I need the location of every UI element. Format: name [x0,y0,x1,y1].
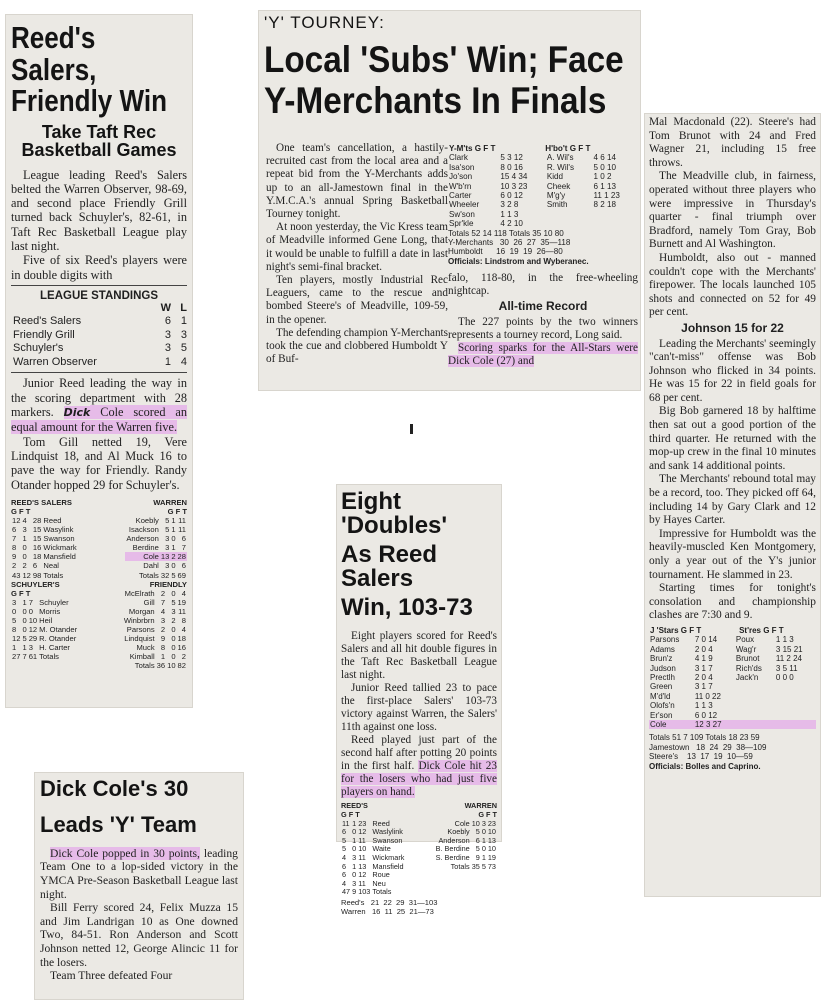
paragraph: The 227 points by the two winners represents a tourney record, Long said. [448,315,638,341]
headline-line: Win, 103-73 [341,593,473,621]
box-score-row: Er'son 6 0 12 [650,710,718,720]
team-name: SCHUYLER'S [11,579,60,589]
clipping-reeds-salers-friendly-win [5,14,193,708]
headline-line: Local 'Subs' Win; Face [264,39,624,81]
section-subhead: Johnson 15 for 22 [681,320,784,335]
box-score-row: Wheeler 3 2 8 Smith 8 2 18 [449,200,617,210]
ink-mark [410,424,413,434]
box-score-row: Anderson 6 1 13 [438,835,496,845]
paragraph: Eight players scored for Reed's Salers and all hit double figures in the Taft Rec Basketball League last night. [341,630,497,682]
paragraph: Impressive for Humboldt was the heavily-muscled Ken Montgomery, only a year out of the Y's junior tournament. He slammed in 23. [649,527,816,581]
standings-row: Schuyler's 3 5 [13,342,187,355]
box-score-row: 2 2 6 Neal [12,561,59,571]
box-score-row: 43 12 98 Totals [12,570,64,580]
score-line: Humboldt 16 19 19 26—80 [448,247,563,257]
box-score-row: S. Berdine 9 1 19 [435,852,496,862]
divider [11,285,187,286]
box-score-row: Lindquist 9 0 18 [124,634,186,644]
team-name: WARREN [153,497,187,507]
box-score-row: 1 1 3 H. Carter [12,643,70,653]
standings-row: Warren Observer 1 4 [13,355,187,368]
paragraph: Humboldt, also out - manned couldn't cope with the Merchants' firepower. The locals launched 105 shots and connected on 52 for 49 per cent. [649,251,816,319]
highlighted-text: Dick Cole popped in 30 points, [50,846,200,860]
headline-line: Eight 'Doubles' [341,488,448,540]
totals-line: Totals 51 7 109 Totals 18 23 59 [649,733,760,743]
highlighted-text: Scoring sparks for the All-Stars were Dick Cole (27) and [448,342,638,368]
standings-title: LEAGUE STANDINGS [40,289,158,302]
paragraph: Leading the Merchants' seemingly "can't-miss" offense was Bob Johnson who flicked in 34 points. He was 15 for 22 in field goals for 68 per cent. [649,337,816,404]
box-score-row: Gill 7 5 19 [143,597,186,607]
box-score-row: 27 7 61 Totals [12,652,59,662]
box-score-row: 8 0 12 M. Otander [12,625,78,635]
paragraph: Tom Gill netted 19, Vere Lindquist 18, and Al Muck 16 to pave the way for Friendly. Randy Otander hopped 29 for Schuyler's. [11,434,187,492]
box-score-row: 11 1 23 Reed [342,818,390,828]
col-head-w: W [160,301,171,314]
paragraph: At noon yesterday, the Vic Kress team of Meadville informed Gene Long, that it would be unable to fulfill a date in last night's semi-final bracket. [266,221,448,273]
paragraph: The Meadville club, in fairness, operated without three players who were impressive in Thursday's quarter - final triumph over Bradford, namely Tom Gray, Bob Burnett and Al Washington. [649,170,816,251]
box-score-row: 12 4 28 Reed [12,515,62,525]
box-score-row: Prectlh 2 0 4 Jack'n 0 0 0 [650,673,794,682]
paragraph: Mal Macdonald (22). Steere's had Tom Brunot with 24 and Fred Wagner 21, including 15 free throws. [649,116,816,169]
paragraph: The Merchants' rebound total may be a record, too. They picked off 64, including 14 by Gary Clark and 12 by Hayes Carter. [649,473,816,527]
box-score-row: 4 3 11 Wickmark [342,852,405,862]
box-score-row: M'd'ld 11 0 22 [650,691,721,701]
box-score-row: Berdine 3 1 7 [132,543,186,553]
box-score-row: Brun'z 4 1 9 Brunot 11 2 24 [650,654,803,664]
box-score-row: Carter 6 0 12 M'g'y 11 1 23 [449,191,620,201]
clipping-y-tourney [258,10,641,391]
score-line: Reed's 21 22 29 31—103 [341,898,438,908]
score-line: Warren 16 11 25 21—73 [341,907,434,917]
box-score-row: Olofs'n 1 1 3 [650,701,713,711]
box-score-row: Cole 13 2 28 [125,552,187,561]
box-score-row: 47 9 103 Totals [342,887,392,897]
box-score-row: 9 0 18 Mansfield [12,552,76,562]
team-name: REED'S SALERS [11,497,72,507]
paragraph: Reed played just part of the second half after potting 20 points in the first half. Dick Cole hit 23 for the losers who had just five players on hand. [341,734,497,799]
team-name: WARREN [464,801,497,811]
box-score-row: Kimball 1 0 2 [129,652,186,662]
paragraph: The defending champion Y-Merchants took the cue and clobbered Humboldt Y of Buf- [266,326,449,366]
box-score-row: Dahl 3 0 6 [143,561,186,571]
gft-header: G F T [11,588,31,598]
box-score-row: 6 0 12 Roue [342,870,390,880]
box-score-row: Totals 32 5 69 [139,570,186,580]
box-score-row: Koebly 5 0 10 [447,827,496,837]
box-score-row: McElrath 2 0 4 [124,588,186,598]
headline-line: Leads 'Y' Team [40,812,197,838]
headline-line: Dick Cole's 30 [40,776,189,801]
box-score-row: Koebly 5 1 11 [135,515,186,525]
score-line: Steere's 13 17 19 10—59 [649,752,753,762]
box-score-row: W'b'rn 10 3 23 Cheek 6 1 13 [449,181,617,191]
gft-header: G F T [478,809,497,819]
box-score-row: Jo'son 15 4 34 Kidd 1 0 2 [449,172,612,182]
box-score-row: 5 0 10 Heil [12,616,53,626]
paragraph: Dick Cole popped in 30 points, leading Team One to a lop-sided victory in the YMCA Pre-Season Basketball League last night. [40,846,238,901]
divider [11,372,187,373]
paragraph: Junior Reed leading the way in the scoring department with 28 markers. Dick Cole scored an equal amount for the Warren five. [11,376,187,435]
handwritten-dick-annotation: Dick [63,406,91,420]
box-score-row: 5 1 11 Swanson [342,835,403,845]
box-score-row: Isackson 5 1 11 [128,525,186,535]
score-line: Y-Merchants 30 26 27 35—118 [448,238,571,248]
box-score-row: Isa'son 8 0 16 R. Wil's 5 0 10 [449,162,617,172]
box-score-row: 8 0 16 Wickmark [12,543,77,553]
box-score-row: 12 5 29 R. Otander [12,634,77,644]
box-score-row: Parsons 7 0 14 Poux 1 1 3 [650,635,794,645]
paragraph: Bill Ferry scored 24, Felix Muzza 15 and Jim Landrigan 10 as One downed Two, 84-51. Ron Anderson and Scott Johnson netted 12, George Alincic 11 for the losers. [40,901,238,969]
highlighted-text: Dick Cole hit 23 for the losers who had just five players on hand. [341,760,497,799]
box-score-row: Judson 3 1 7 Rich'ds 3 5 11 [650,663,798,673]
paragraph: Big Bob garnered 18 by halftime then sat out a good portion of the third quarter. He returned with the mop-up crew in the final 10 minutes and sank 14 additional points. [649,405,816,472]
headline-line: Y-Merchants In Finals [264,80,607,122]
box-score-row: Morgan 4 3 11 [128,606,186,616]
clipping-y-tourney-continued [644,113,821,897]
box-score [11,498,187,688]
paragraph: Junior Reed tallied 23 to pace the first-place Salers' 103-73 victory against Warren, the Salers' 11th against one loss. [341,682,497,734]
box-score: J 'Stars G F T St'res G F T Parsons 7 0 14 Poux 1 1 3 Adams 2 0 4 Wag'r 3 15 21 Brun'z 4 1 9 Brunot 11 2 24 Judson 3 1 7 Rich'ds 3 5 11 Prectlh 2 0 4 Jack'n 0 0 0 Green 3 1 7 M'd'ld 11 0 22 Olofs'n 1 1 3 Er'son 6 0 12 Cole 12 3 27 Totals 51 7 109 Totals 18 23 59 Jamestown 18 24 29 38—109 Steere's 13 17 19 10—59 Officials: Bolles and Caprino. [649,626,816,771]
headline-line: As Reed Salers [341,540,438,593]
team-name: REED'S [341,801,368,811]
officials: Officials: Lindstrom and Wyberanec. [448,256,589,266]
box-score-row: Totals 35 5 73 [450,861,496,871]
box-score-row: Totals 36 10 82 [134,661,186,671]
standings-row: Friendly Grill 3 3 [13,328,187,341]
box-score-row: Cole 12 3 27 [649,720,816,729]
box-score-row: Spr'kle 4 2 10 [449,219,523,229]
team-name: FRIENDLY [149,579,187,589]
box-score-row: 6 3 15 Wasylink [12,525,74,535]
totals-line: Totals 52 14 118 Totals 35 10 80 [448,228,564,238]
clipping-dick-cole-30 [34,772,244,1000]
box-score-row: Anderson 3 0 6 [126,534,186,544]
subheadline: Take Taft Rec Basketball Games [21,121,177,161]
standings-table [11,302,187,370]
box-score-row: Adams 2 0 4 Wag'r 3 15 21 [650,644,803,654]
paragraph: Ten players, mostly Industrial Rec Leaguers, came to the rescue and bombed Steere's of Meadville, 109-59, in the opener. [266,274,448,326]
paragraph: League leading Reed's Salers belted the Warren Observer, 98-69, and second place Friendly Grill turned back Schuyler's, 82-61, in Taft Rec Basketball League play last night. [11,167,187,254]
box-score-row: 6 0 12 Waslylink [342,827,403,837]
headline: Reed's Salers, Friendly Win [11,20,168,119]
clipping-eight-doubles [336,484,502,917]
box-score-row: 3 1 7 Schuyler [12,597,69,607]
paragraph: Five of six Reed's players were in double digits with [11,253,187,282]
standings-row: Reed's Salers 6 1 [13,315,187,328]
box-score-row: 0 0 0 Morris [12,606,61,616]
officials: Officials: Bolles and Caprino. [649,761,761,771]
box-score-row: 4 3 11 Neu [342,878,386,888]
box-score-row: Sw'son 1 1 3 [449,209,519,219]
box-score-row: Winbrbrn 3 2 8 [123,616,186,626]
paragraph: Starting times for tonight's consolation and championship clashes are 7:30 and 9. [649,582,816,622]
box-score-row: 6 1 13 Mansfield [342,861,404,871]
box-score: Y-M'ts G F T H'bo't G F T Clark 5 3 12 A. Wil's 4 6 14 Isa'son 8 0 16 R. Wil's 5 0 10 Jo'son 15 4 34 Kidd 1 0 2 W'b'rn 10 3 23 Cheek 6 1 13 Carter 6 0 12 M'g'y 11 1 23 Wheeler 3 2 8 Smith 8 2 18 Sw'son 1 1 3 Spr'kle 4 2 10 Totals 52 14 118 Totals 35 10 80 Y-Merchants 30 26 27 35—118 Humboldt 16 19 19 26—80 Officials: Lindstrom and Wyberanec. [448,144,638,266]
gft-header: G F T [11,506,31,516]
kicker: 'Y' TOURNEY: [264,13,385,32]
col-head-l: L [180,301,187,314]
box-score-row: Cole 10 3 23 [454,818,496,828]
box-score-row: 7 1 15 Swanson [12,534,75,544]
highlighted-text: Cole scored an equal amount for the Warren five. [11,405,187,435]
section-subhead: All-time Record [498,299,588,314]
box-score-row: Green 3 1 7 [650,682,713,692]
box-score [341,802,497,898]
gft-header: G F T [167,506,187,516]
score-line: Jamestown 18 24 29 38—109 [649,742,767,752]
paragraph: falo, 118-80, in the free-wheeling nightcap. [448,272,638,298]
box-score-row: B. Berdine 5 0 10 [435,844,496,854]
box-score-row: Muck 8 0 16 [136,643,186,653]
paragraph: Team Three defeated Four [50,969,173,983]
box-score-row: Clark 5 3 12 A. Wil's 4 6 14 [449,153,617,163]
box-score-row: Parsons 2 0 4 [126,625,186,635]
gft-header: G F T [341,809,360,819]
box-score-row: 5 0 10 Waite [342,844,391,854]
paragraph: One team's cancellation, a hastily-recruited cast from the local area and a repeat bid from the Y-Merchants adds up to an all-Jamestown final in the Y.M.C.A.'s annual Spring Basketball Tourney tonight. [266,142,448,221]
